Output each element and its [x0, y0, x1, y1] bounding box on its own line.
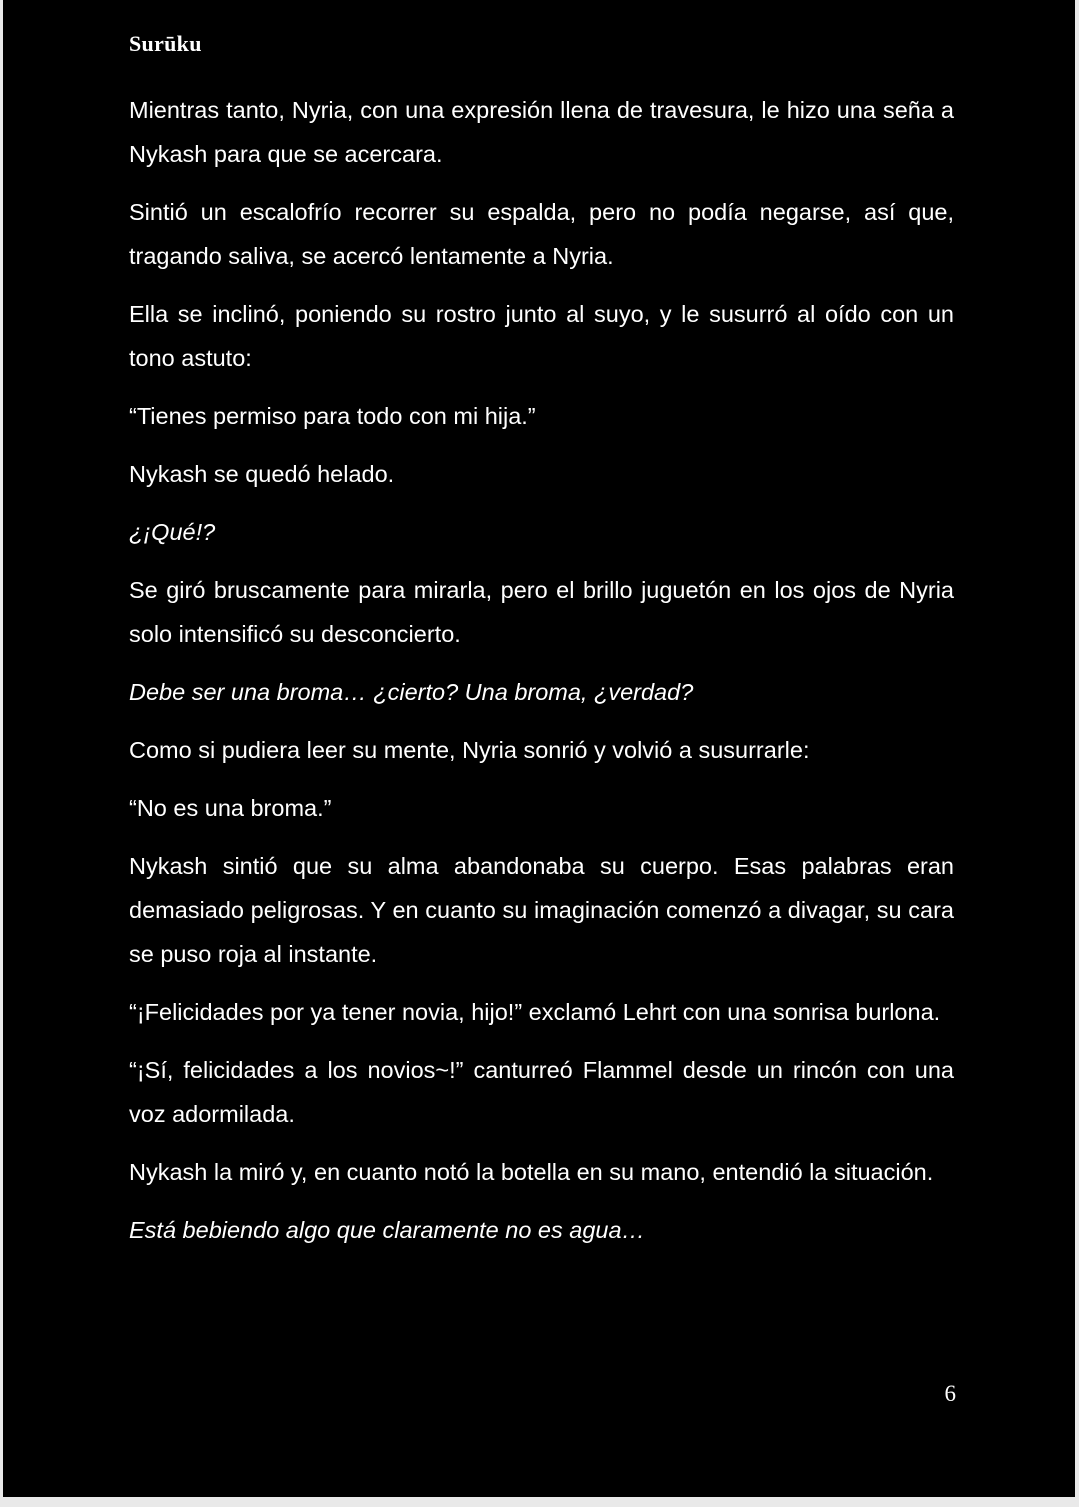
- paragraph: “Tienes permiso para todo con mi hija.”: [129, 403, 536, 429]
- paragraph: “¡Felicidades por ya tener novia, hijo!” exclamó Lehrt con una sonrisa burlona.: [129, 999, 941, 1025]
- paragraph: Está bebiendo algo que claramente no es agua…: [129, 1217, 646, 1243]
- running-header: Surūku: [129, 31, 202, 56]
- paragraph: Nykash la miró y, en cuanto notó la botella en su mano, entendió la situación.: [129, 1159, 934, 1185]
- paragraph: Mientras tanto, Nyria, con una expresión llena de travesura, le hizo una seña a Nykash para que se acercara.: [129, 97, 954, 167]
- body-text: [129, 88, 954, 1266]
- paragraph: Nykash se quedó helado.: [129, 461, 395, 487]
- paragraph: Nykash sintió que su alma abandonaba su cuerpo. Esas palabras eran demasiado peligrosas. Y en cuanto su imaginación comenzó a divagar, su cara se puso roja al instante.: [129, 853, 954, 967]
- paragraph: “No es una broma.”: [129, 795, 332, 821]
- paragraph: “¡Sí, felicidades a los novios~!” canturreó Flammel desde un rincón con una voz adormilada.: [129, 1057, 954, 1127]
- paragraph: Ella se inclinó, poniendo su rostro junto al suyo, y le susurró al oído con un tono astuto:: [129, 301, 954, 371]
- paragraph: Debe ser una broma… ¿cierto? Una broma, ¿verdad?: [129, 679, 694, 705]
- document-page: [3, 0, 1075, 1497]
- paragraph: Sintió un escalofrío recorrer su espalda, pero no podía negarse, así que, tragando saliva, se acercó lentamente a Nyria.: [129, 199, 954, 269]
- paragraph: Como si pudiera leer su mente, Nyria sonrió y volvió a susurrarle:: [129, 737, 810, 763]
- paragraph: ¿¡Qué!?: [129, 519, 216, 545]
- page-number: 6: [944, 1381, 956, 1406]
- paragraph: Se giró bruscamente para mirarla, pero el brillo juguetón en los ojos de Nyria solo intensificó su desconcierto.: [129, 577, 954, 647]
